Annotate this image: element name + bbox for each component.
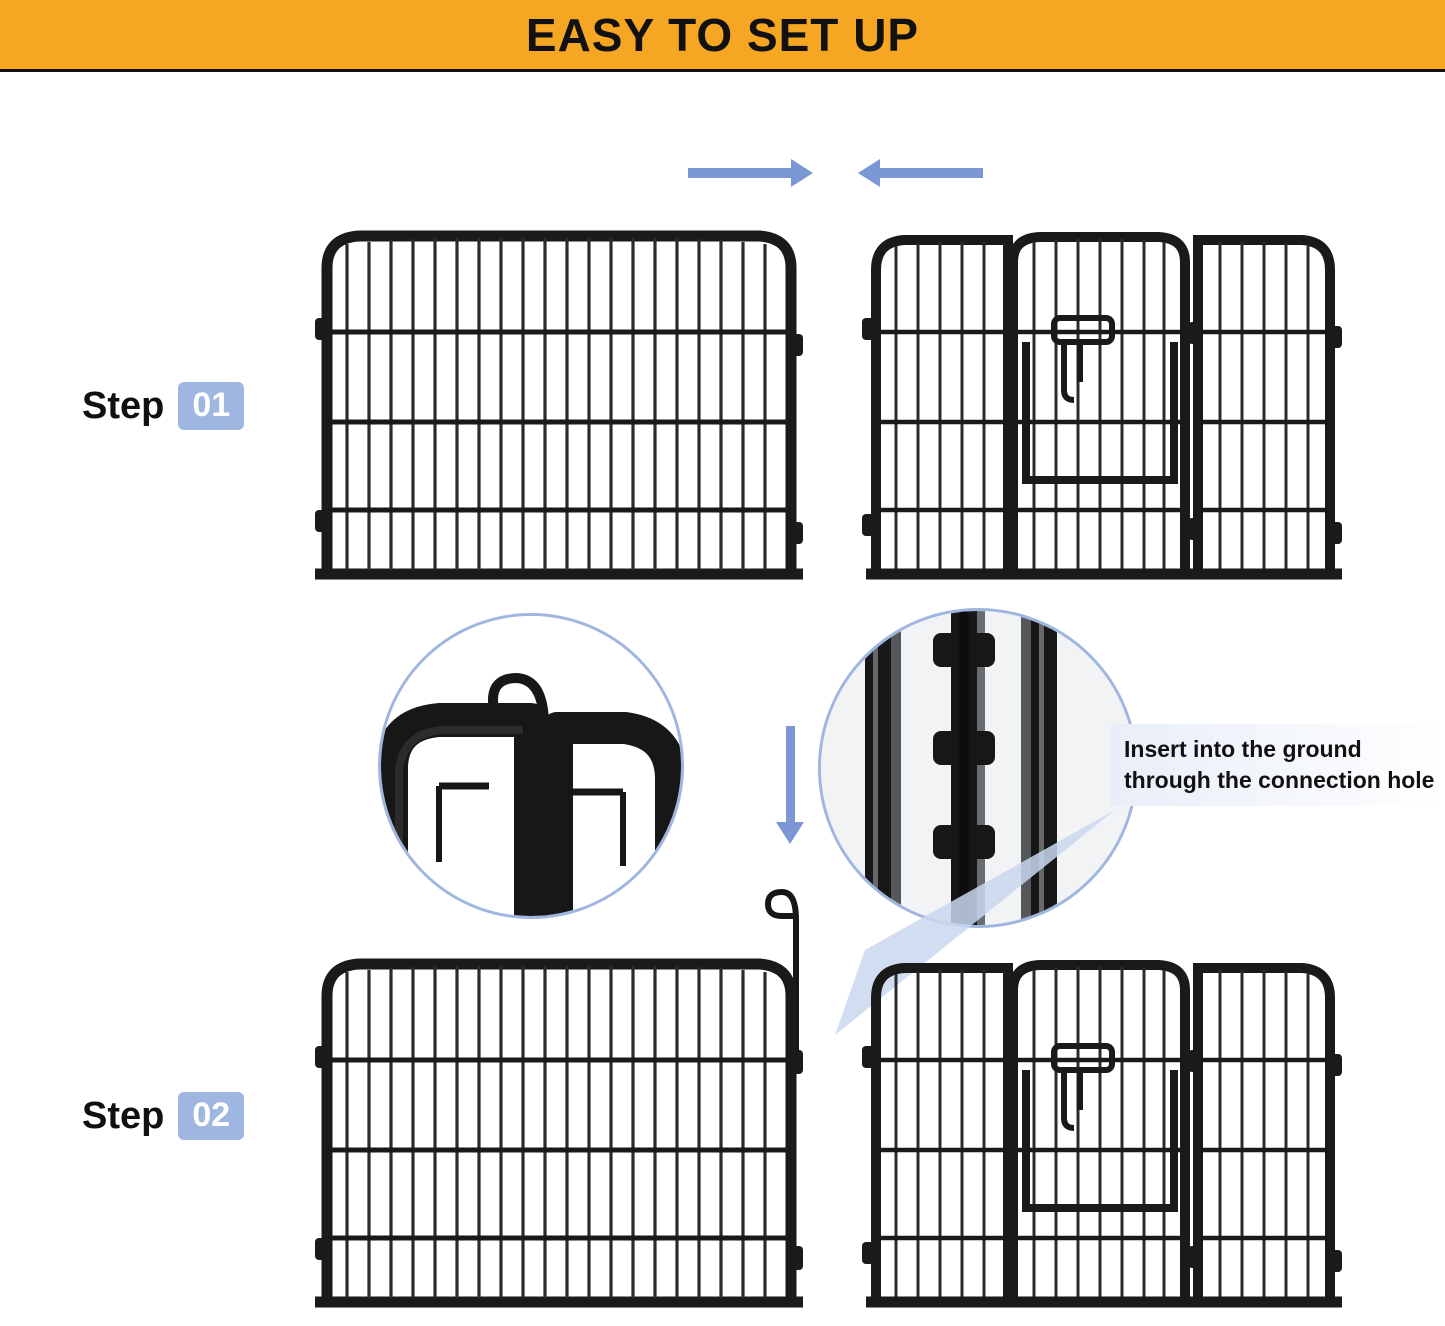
detail-connector-closeup — [818, 608, 1138, 928]
callout-line-2: through the connection hole — [1124, 767, 1435, 794]
arrow-left-icon — [878, 168, 983, 178]
page-title: EASY TO SET UP — [525, 8, 920, 61]
step-number-badge: 01 — [178, 382, 244, 430]
header-banner — [0, 0, 1445, 72]
fence-panel-gate-step1 — [858, 222, 1348, 592]
detail-stake-closeup — [378, 613, 684, 919]
arrow-down-icon — [786, 726, 795, 824]
step-label-01 — [82, 382, 244, 430]
step-number-badge: 02 — [178, 1092, 244, 1140]
step-word: Step — [82, 1094, 165, 1137]
fence-panel-plain-step1 — [307, 222, 812, 592]
step-word: Step — [82, 384, 165, 427]
callout-insert-ground — [1110, 724, 1445, 806]
step-label-02 — [82, 1092, 244, 1140]
callout-line-1: Insert into the ground — [1124, 736, 1362, 762]
fence-panel-gate-step2 — [858, 950, 1348, 1320]
arrow-right-icon — [688, 168, 793, 178]
fence-panel-plain-step2 — [307, 950, 812, 1320]
